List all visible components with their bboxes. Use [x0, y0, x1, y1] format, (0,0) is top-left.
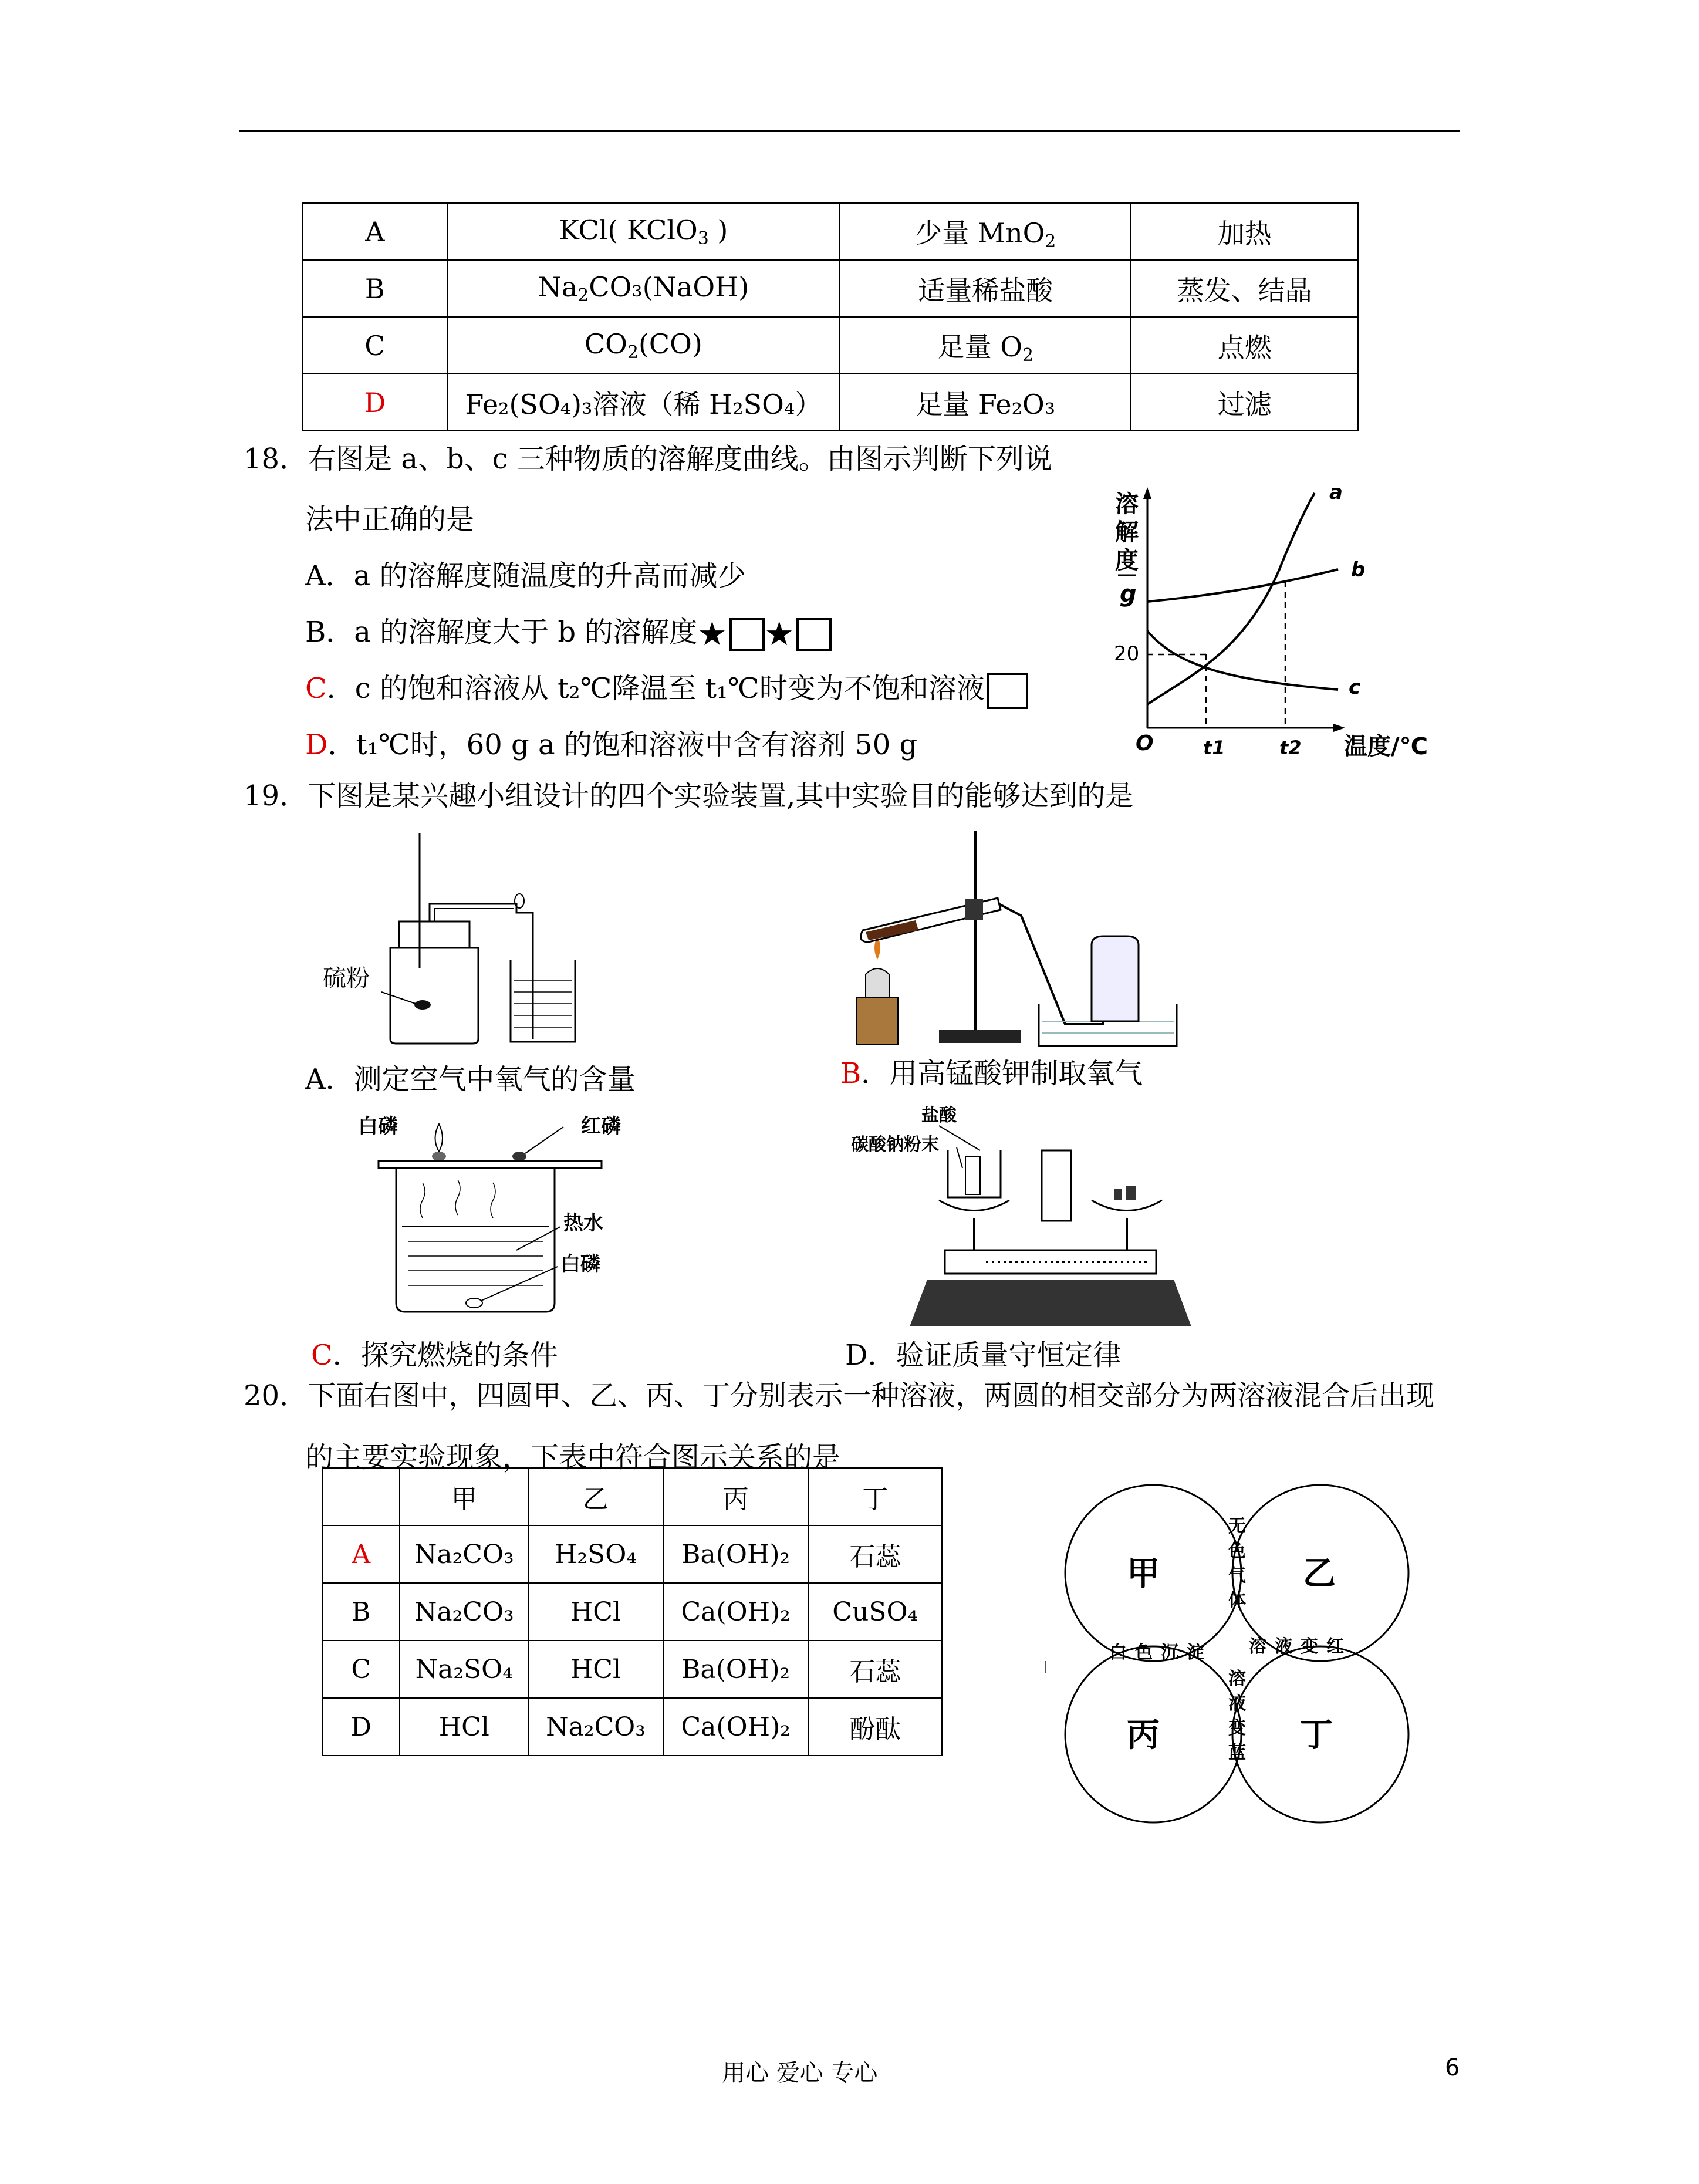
q20-header [322, 1468, 400, 1525]
white-phosphorus-bottom [466, 1298, 482, 1308]
chart-ylabel-4: g [1120, 580, 1137, 607]
star-icon: ★ [697, 615, 727, 653]
q20-cell: Ca(OH)₂ [663, 1583, 809, 1640]
weight-icon [1114, 1189, 1122, 1200]
venn-char: 体 [1228, 1590, 1246, 1611]
q20-cell: HCl [528, 1640, 663, 1698]
q19-caption-b: B．用高锰酸钾制取氧气 [840, 1057, 1143, 1090]
clamp-icon [965, 899, 983, 920]
apparatus-tube [430, 904, 533, 1039]
balance-base [910, 1280, 1191, 1326]
q20-cell: Na₂CO₃ [400, 1583, 528, 1640]
table-row [322, 1583, 942, 1640]
q17-method: 过滤 [1131, 374, 1358, 431]
chart-series-b [1147, 569, 1338, 602]
q17-reagent: 适量稀盐酸 [840, 260, 1131, 317]
q20-cell: C [322, 1640, 400, 1698]
q20-cell: B [322, 1583, 400, 1640]
q18-option-b: B．a 的溶解度大于 b 的溶解度★ ★ [305, 609, 832, 653]
label-hot-water: 热水 [563, 1211, 603, 1235]
q18-stem: 18．右图是 a、b、c 三种物质的溶解度曲线。由图示判断下列说 [244, 443, 1052, 475]
weight-icon [1126, 1186, 1136, 1200]
box-icon [987, 673, 1028, 709]
q20-header: 丁 [808, 1468, 942, 1525]
q20-cell: Ba(OH)₂ [663, 1525, 809, 1583]
small-tube [965, 1156, 980, 1194]
q18-option-d: D．t₁℃时，60 g a 的饱和溶液中含有溶剂 50 g [305, 728, 918, 761]
wood-block [857, 998, 898, 1045]
chart-series-c [1147, 631, 1338, 690]
q19-caption-c: C．探究燃烧的条件 [311, 1339, 558, 1372]
white-phosphorus-top [432, 1152, 446, 1161]
chart-x-arrow [1333, 724, 1345, 732]
q18-option-a: A．a 的溶解度随温度的升高而减少 [305, 559, 746, 592]
label-sulfur: 硫粉 [323, 965, 370, 992]
box-icon [729, 618, 765, 651]
balance-pan-right [1092, 1200, 1162, 1211]
balance-pointer [1042, 1150, 1071, 1221]
copper-plate [379, 1161, 602, 1168]
venn-char: 液 [1228, 1693, 1246, 1714]
q20-cell: Na₂SO₄ [400, 1640, 528, 1698]
q20-stem-cont: 的主要实验现象，下表中符合图示关系的是 [305, 1441, 841, 1474]
venn-char: 无 [1228, 1516, 1246, 1537]
q17-substance: Fe₂(SO₄)₃溶液（稀 H₂SO₄） [447, 374, 840, 431]
q17-substance: $CO_2(CO)$ [447, 317, 840, 374]
venn-label-jia: 甲 [1127, 1555, 1160, 1593]
q20-cell: Ba(OH)₂ [663, 1640, 809, 1698]
apparatus-c [352, 1109, 657, 1321]
q20-cell: HCl [528, 1583, 663, 1640]
table-row [303, 374, 1358, 431]
table-row [322, 1698, 942, 1756]
chart-ylabel-1: 溶 [1115, 491, 1139, 518]
q19-stem: 19．下图是某兴趣小组设计的四个实验装置,其中实验目的能够达到的是 [244, 779, 1134, 812]
venn-label-bing: 丙 [1127, 1716, 1160, 1754]
q17-table [302, 202, 1359, 431]
spoon-icon [414, 1000, 431, 1010]
q20-stem: 20．下面右图中，四圆甲、乙、丙、丁分别表示一种溶液，两圆的相交部分为两溶液混合后出现 [244, 1379, 1435, 1412]
q20-cell: 石蕊 [808, 1525, 942, 1583]
q17-method: 加热 [1131, 203, 1358, 260]
q17-reagent: 少量 MnO$_2$ [840, 203, 1131, 260]
venn-diagram [1062, 1482, 1414, 1828]
chart-x-tick-t2: t2 [1279, 737, 1302, 759]
apparatus-stopper [399, 921, 469, 948]
label-white-phosphorus-bottom: 白磷 [560, 1253, 600, 1276]
q20-cell: A [322, 1525, 400, 1583]
q20-cell: 石蕊 [808, 1640, 942, 1698]
chart-series-label-c: c [1349, 676, 1361, 699]
stand-base [939, 1030, 1021, 1043]
venn-label-yi: 乙 [1303, 1555, 1336, 1593]
collecting-bottle [1092, 936, 1139, 1021]
q17-method: 蒸发、结晶 [1131, 260, 1358, 317]
q18-stem-cont: 法中正确的是 [305, 503, 475, 536]
q17-reagent: 足量 Fe₂O₃ [840, 374, 1131, 431]
venn-char: 蓝 [1228, 1743, 1246, 1763]
label-red-phosphorus: 红磷 [581, 1115, 621, 1138]
q17-opt: A [303, 203, 447, 260]
table-row [322, 1640, 942, 1698]
venn-char: 变 [1228, 1718, 1246, 1739]
q17-substance: KCl( KClO$_3$ ) [447, 203, 840, 260]
stray-mark [1045, 1661, 1046, 1673]
beaker [948, 1150, 1001, 1197]
q20-cell: Na₂CO₃ [528, 1698, 663, 1756]
red-phosphorus [512, 1152, 526, 1161]
q17-opt: C [303, 317, 447, 374]
q20-cell: Ca(OH)₂ [663, 1698, 809, 1756]
chart-series-label-b: b [1351, 558, 1366, 582]
chart-x-tick-t1: t1 [1203, 737, 1225, 759]
venn-char: 溶 [1228, 1669, 1246, 1689]
q20-header: 乙 [528, 1468, 663, 1525]
venn-char: 色 [1228, 1541, 1246, 1561]
chart-origin: O [1136, 731, 1154, 755]
q18-option-c: C．c 的饱和溶液从 t₂℃降温至 t₁℃时变为不饱和溶液 [305, 666, 1028, 709]
star-icon: ★ [764, 615, 794, 653]
q17-reagent: 足量 $O_2$ [840, 317, 1131, 374]
apparatus-b [845, 828, 1185, 1051]
box-icon [796, 618, 832, 651]
q17-opt: B [303, 260, 447, 317]
footer-motto: 用心 爱心 专心 [722, 2060, 878, 2087]
venn-left-text: 白色沉淀 [1109, 1642, 1212, 1663]
apparatus-a [317, 828, 622, 1051]
label-white-phosphorus-top: 白磷 [358, 1115, 398, 1138]
clamp-icon [515, 894, 524, 908]
chart-ylabel-2: 解 [1115, 519, 1139, 546]
table-row [303, 203, 1358, 260]
delivery-tube [999, 904, 1103, 1024]
footer-page-number: 6 [1445, 2054, 1460, 2081]
q20-header: 丙 [663, 1468, 809, 1525]
q20-cell: CuSO₄ [808, 1583, 942, 1640]
venn-top-text [1228, 1516, 1246, 1611]
solubility-chart [1103, 481, 1432, 763]
q17-opt: D [303, 374, 447, 431]
venn-right-text: 溶液变红 [1249, 1636, 1352, 1657]
q17-method: 点燃 [1131, 317, 1358, 374]
q19-caption-a: A．测定空气中氧气的含量 [305, 1063, 636, 1096]
q19-caption-d: D．验证质量守恒定律 [845, 1339, 1122, 1372]
chart-series-label-a: a [1329, 481, 1343, 504]
q20-cell: D [322, 1698, 400, 1756]
apparatus-tube-inner [434, 909, 514, 921]
flame-icon [435, 1124, 443, 1152]
alcohol-lamp [866, 968, 889, 998]
label-sodium-carbonate: 碳酸钠粉末 [851, 1135, 939, 1155]
balance-pan-left [939, 1200, 1009, 1211]
chart-xlabel: 温度/℃ [1344, 733, 1428, 760]
q17-substance: $Na_2CO_3(NaOH)$ [447, 260, 840, 317]
q20-cell: Na₂CO₃ [400, 1525, 528, 1583]
q20-table [322, 1467, 943, 1756]
q20-header: 甲 [400, 1468, 528, 1525]
venn-label-ding: 丁 [1300, 1716, 1333, 1754]
chart-y-tick: 20 [1114, 642, 1140, 666]
apparatus-beaker [511, 960, 575, 1042]
q20-cell: HCl [400, 1698, 528, 1756]
q20-cell: 酚酞 [808, 1698, 942, 1756]
q20-cell: H₂SO₄ [528, 1525, 663, 1583]
chart-ylabel-3: 度 [1115, 547, 1139, 574]
chart-y-arrow [1143, 487, 1151, 499]
table-header-row [322, 1468, 942, 1525]
venn-bottom-text [1228, 1669, 1246, 1763]
header-rule [239, 130, 1460, 132]
label-hydrochloric-acid: 盐酸 [921, 1105, 957, 1126]
table-row [303, 317, 1358, 374]
table-row [322, 1525, 942, 1583]
apparatus-bottle [390, 948, 478, 1044]
apparatus-d [845, 1103, 1197, 1332]
beaker [396, 1168, 555, 1312]
venn-char: 气 [1228, 1565, 1246, 1586]
table-row [303, 260, 1358, 317]
